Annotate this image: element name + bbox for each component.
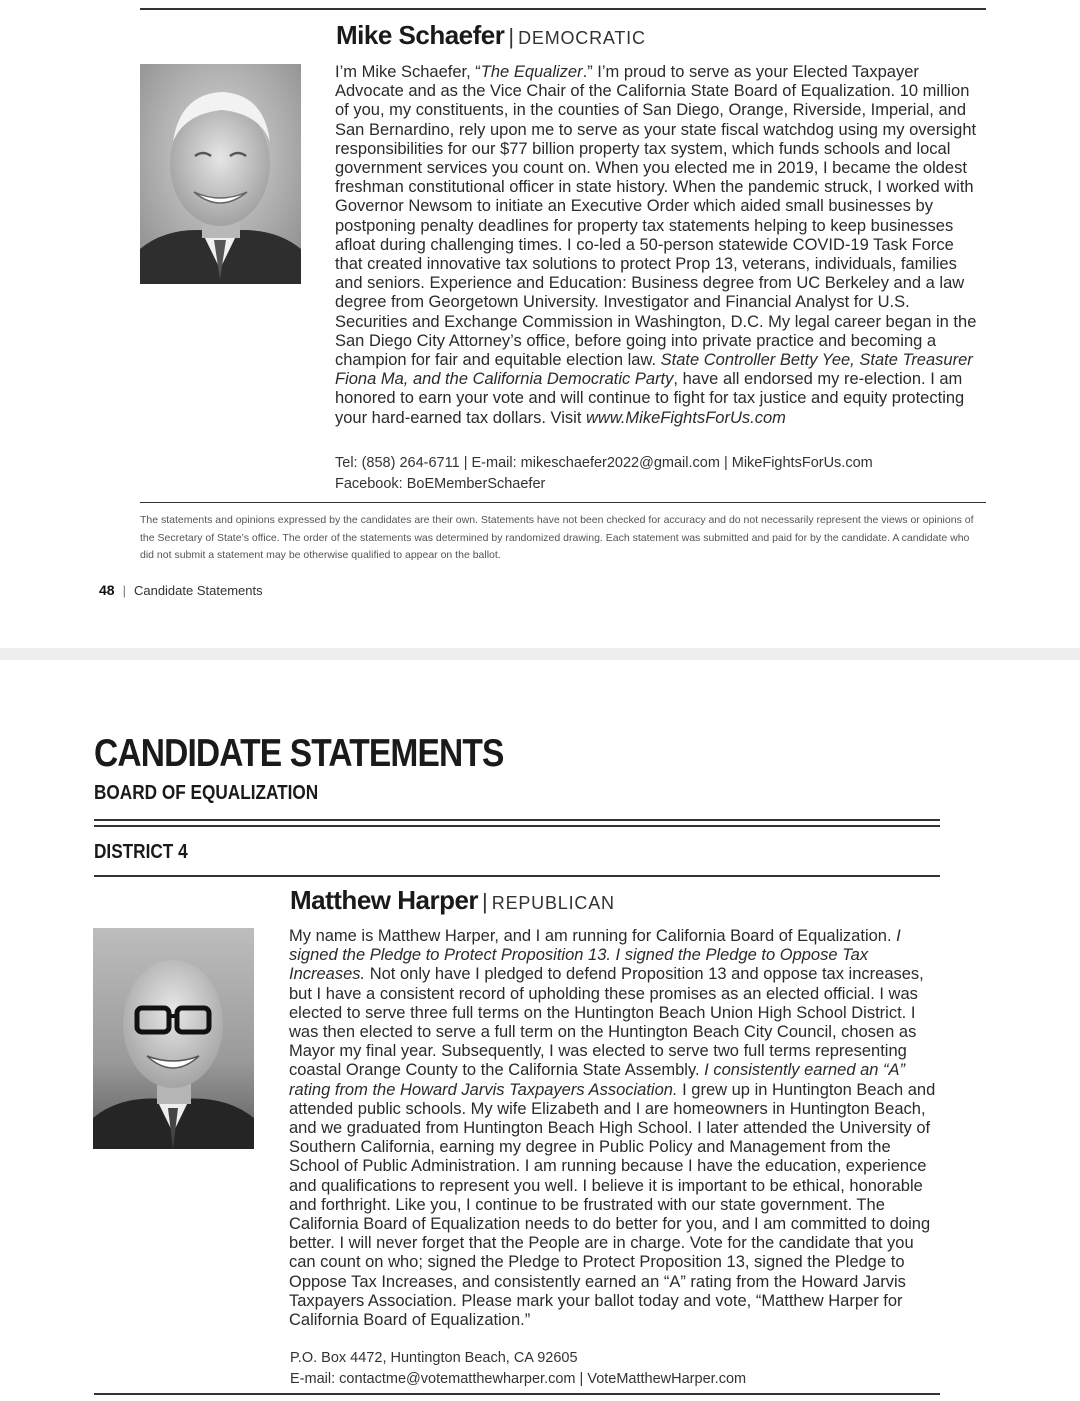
contact-line-2: Facebook: BoEMemberSchaefer [335,476,546,492]
page-49 [0,660,1080,1401]
footer-separator: | [122,583,126,598]
top-rule [140,8,986,10]
portrait-image [93,928,254,1149]
statement-italic-segment: I consistently earned an “A” rating from the Howard Jarvis Taxpayers Association. [289,1061,906,1099]
name-separator: | [482,889,488,914]
double-rule-top [94,819,940,821]
statement-italic-segment: www.MikeFightsForUs.com [586,408,786,427]
statement-paragraph [289,927,937,1330]
candidate-statement [335,63,980,428]
candidate-party: REPUBLICAN [491,893,615,913]
candidate-photo-schaefer [140,64,301,284]
statement-italic-segment: State Controller Betty Yee, State Treasurer Fiona Ma, and the California Democratic Party [335,351,973,389]
page-title: CANDIDATE STATEMENTS [94,732,504,775]
contact-line-2: E-mail: contactme@votematthewharper.com | VoteMatthewHarper.com [290,1371,747,1387]
candidate-name: Matthew Harper [290,885,479,915]
statement-bottom-rule [140,502,986,503]
candidate-name: Mike Schaefer [336,20,505,50]
contact-line-1: Tel: (858) 264-6711 | E-mail: mikeschaefer2022@gmail.com | MikeFightsForUs.com [335,455,873,471]
page-subtitle: BOARD OF EQUALIZATION [94,782,319,804]
candidate-header [336,20,646,51]
candidate-contact [290,1348,938,1390]
statement-segment: Not only have I pledged to defend Proposition 13 and oppose tax increases, but I have a consistent record of upholding these promises as an elected official. I was elected to serve three full terms on the Huntington Beach Union High School District. I was then elected to serve a full term on the Huntington Beach City Council, chosen as Mayor my final year. Subsequently, I was elected to serve two full terms representing coastal Orange County to the California State Assembly. [289,965,924,1080]
statement-segment: I’m Mike Schaefer, “ [335,63,481,81]
page-footer [99,582,263,598]
bottom-rule [94,1393,940,1395]
page-48 [0,0,1080,652]
statement-italic-segment: I signed the Pledge to Protect Proposition 13. I signed the Pledge to Oppose Tax Increases. [289,927,901,984]
candidate-photo-harper [93,928,254,1149]
candidate-header [290,885,615,916]
page-number: 48 [99,582,115,598]
district-rule [94,875,940,877]
district-heading: DISTRICT 4 [94,841,188,863]
candidate-contact [335,453,980,495]
statement-segment: , have all endorsed my re-election. I am honored to earn your vote and will continue to fight for tax justice and equity protecting your hard-earned tax dollars. Visit [335,370,965,427]
footer-section: Candidate Statements [133,583,263,598]
statement-paragraph [335,63,980,428]
page-gap [0,648,1080,660]
portrait-image [140,64,301,284]
statement-segment: .” I’m proud to serve as your Elected Taxpayer Advocate and as the Vice Chair of the California State Board of Equalization. 10 million of you, my constituents, in the counties of San Diego, Orange, Riverside, Imperial, and San Bernardino, rely upon me to serve as your state fiscal watchdog using my oversight responsibilities for our $77 billion property tax system, which funds schools and local government services you count on. When you elected me in 2019, I became the oldest freshman constitutional officer in state history. When the pandemic struck, I worked with Governor Newsom to initiate an Executive Order which aided small businesses by postponing penalty deadlines for property tax statements helping to keep businesses afloat during challenging times. I co-led a 50-person statewide COVID-19 Task Force that created innovative tax solutions to protect Prop 13, veterans, individuals, families and seniors. Experience and Education: Business degree from UC Berkeley and a law degree from Georgetown University. Investigator and Financial Analyst for U.S. Securities and Exchange Commission in Washington, D.C. My legal career began in the San Diego City Attorney’s office, before going into private practice and becoming a champion for fair and equitable election law. [335,63,977,370]
statement-segment: My name is Matthew Harper, and I am running for California Board of Equalization. [289,927,897,945]
statement-segment: I grew up in Huntington Beach and attended public schools. My wife Elizabeth and I are homeowners in Huntington Beach, and we graduated from Huntington Beach High School. I later attended the University of Southern California, earning my degree in Public Policy and Management from the School of Public Administration. I am running because I have the education, experience and qualifications to represent you well. I believe it is important to be ethical, honorable and forthright. Like you, I continue to be frustrated with our state government. The California Board of Equalization needs to do better for you, and I am committed to doing better. I will never forget that the People are in charge. Vote for the candidate that you can count on who; signed the Pledge to Protect Proposition 13, signed the Pledge to Oppose Tax Increases, and consistently earned an “A” rating from the Howard Jarvis Taxpayers Association. Please mark your ballot today and vote, “Matthew Harper for California Board of Equalization.” [289,1080,936,1330]
double-rule-bottom [94,825,940,827]
statement-italic-segment: The Equalizer [480,63,583,81]
disclaimer: The statements and opinions expressed by the candidates are their own. Statements have not been checked for accuracy and do not necessarily represent the views or opinions of the Secretary of State’s office. The order of the statements was determined by randomized drawing. Each statement was submitted and paid for by the candidate. A candidate who did not submit a statement may be otherwise qualified to appear on the ballot. [140,514,974,561]
contact-line-1: P.O. Box 4472, Huntington Beach, CA 92605 [290,1350,578,1366]
name-separator: | [508,24,515,49]
candidate-statement [289,927,937,1330]
candidate-party: DEMOCRATIC [518,28,646,48]
